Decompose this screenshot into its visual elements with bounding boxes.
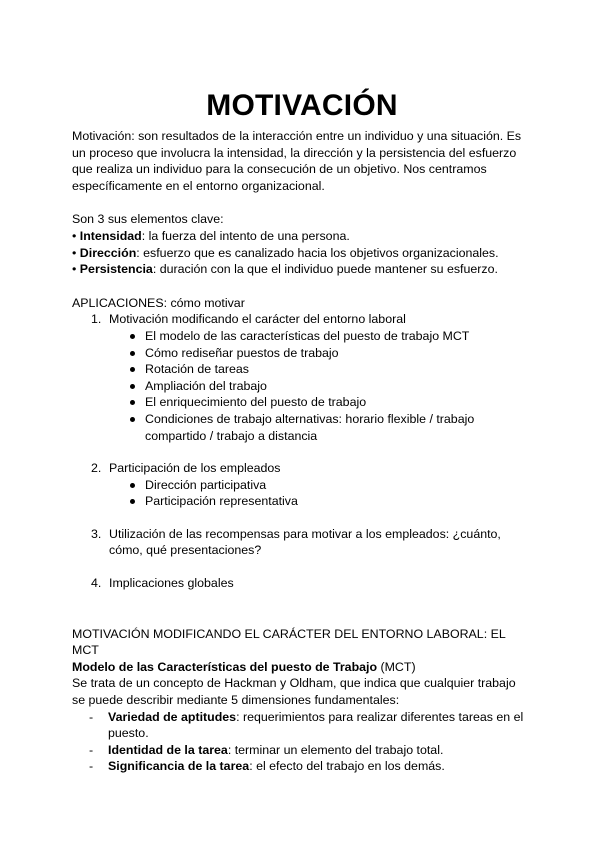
element-desc: : esfuerzo que es canalizado hacia los objetivos organizacionales. [136,245,499,260]
sub-item-text: El modelo de las características del puesto de trabajo MCT [145,328,470,343]
item-number: 3. [91,526,102,541]
sub-item [109,345,532,362]
item-number: 4. [91,576,102,591]
spacer [72,510,532,526]
element-item [72,261,532,278]
spacer [72,592,532,609]
bullet-dot-icon [130,417,135,422]
sub-item-text: Dirección participativa [145,477,267,492]
item-text: Utilización de las recompensas para motivar a los empleados: ¿cuánto, cómo, qué presentaciones? [109,526,501,558]
intro-paragraph: Motivación: son resultados de la interacción entre un individuo y una situación. Es un proceso que involucra la intensidad, la dirección y la persistencia del esfuerzo que realiza un individuo para la consecución de un objetivo. Nos centramos específicamente en el entorno organizacional. [72,129,522,193]
dash-glyph: - [89,742,94,757]
spacer [72,444,532,460]
sub-item-text: Rotación de tareas [145,362,250,377]
bullet-dot-icon [130,400,135,405]
sub-item [109,493,532,510]
page-title: MOTIVACIÓN [206,89,398,122]
sub-item [109,361,532,378]
list-item [72,311,532,444]
spacer [72,559,532,575]
item-text: Motivación modificando el carácter del entorno laboral [109,312,406,327]
aplicaciones-list [72,311,532,591]
item-number: 1. [91,312,102,327]
sub-item [109,394,532,411]
element-item [72,245,532,262]
dimension-desc: : el efecto del trabajo en los demás. [249,759,445,774]
list-item [72,526,532,559]
spacer [72,609,532,626]
list-item [72,460,532,510]
bullet-dot-icon [130,483,135,488]
mct-subheading-bold: Modelo de las Características del puesto de Trabajo [72,659,378,674]
sub-item-text: Condiciones de trabajo alternativas: horario flexible / trabajo compartido / trabajo a distancia [145,411,475,443]
dimension-item [72,758,532,775]
bullet-dot-icon [130,351,135,356]
element-term: Persistencia [79,262,153,277]
sub-item-text: El enriquecimiento del puesto de trabajo [145,395,367,410]
item-text: Participación de los empleados [109,461,281,476]
bullet-glyph: • [72,228,77,243]
element-desc: : la fuerza del intento de una persona. [141,228,350,243]
dimension-term: Variedad de aptitudes [108,709,237,724]
spacer [72,278,532,295]
item-number: 2. [91,461,102,476]
element-term: Intensidad [79,228,142,243]
bullet-dot-icon [130,334,135,339]
dash-glyph: - [89,709,94,724]
sub-item-text: Ampliación del trabajo [145,378,267,393]
mct-subheading [72,659,532,676]
sub-item-text: Cómo rediseñar puestos de trabajo [145,345,339,360]
element-term: Dirección [79,245,137,260]
bullet-dot-icon [130,367,135,372]
sub-list [109,477,532,510]
mct-description: Se trata de un concepto de Hackman y Oldham, que indica que cualquier trabajo se puede describir mediante 5 dimensiones fundamentales: [72,676,516,708]
dash-glyph: - [89,759,94,774]
mct-subheading-rest: (MCT) [377,659,416,674]
dimension-term: Significancia de la tarea [108,759,250,774]
list-item [72,575,532,592]
document-page [72,88,532,775]
dimension-desc: : requerimientos para realizar diferentes tareas en el puesto. [108,709,524,741]
sub-item-text: Participación representativa [145,494,298,509]
bullet-glyph: • [72,245,77,260]
element-desc: : duración con la que el individuo puede mantener su esfuerzo. [152,262,498,277]
item-text: Implicaciones globales [109,576,234,591]
element-item [72,228,532,245]
sub-item [109,411,532,444]
sub-list [109,328,532,444]
mct-dimensions-list [72,709,532,775]
sub-item [109,328,532,345]
sub-item [109,477,532,494]
elements-list [72,228,532,278]
elements-heading: Son 3 sus elementos clave: [72,212,224,227]
mct-heading: MOTIVACIÓN MODIFICANDO EL CARÁCTER DEL ENTORNO LABORAL: EL MCT [72,626,506,658]
bullet-dot-icon [130,499,135,504]
aplicaciones-heading: APLICACIONES: cómo motivar [72,295,245,310]
bullet-glyph: • [72,262,77,277]
dimension-item [72,742,532,759]
dimension-desc: : terminar un elemento del trabajo total. [227,742,444,757]
bullet-dot-icon [130,384,135,389]
spacer [72,194,532,211]
dimension-item [72,709,532,742]
dimension-term: Identidad de la tarea [108,742,228,757]
sub-item [109,378,532,395]
